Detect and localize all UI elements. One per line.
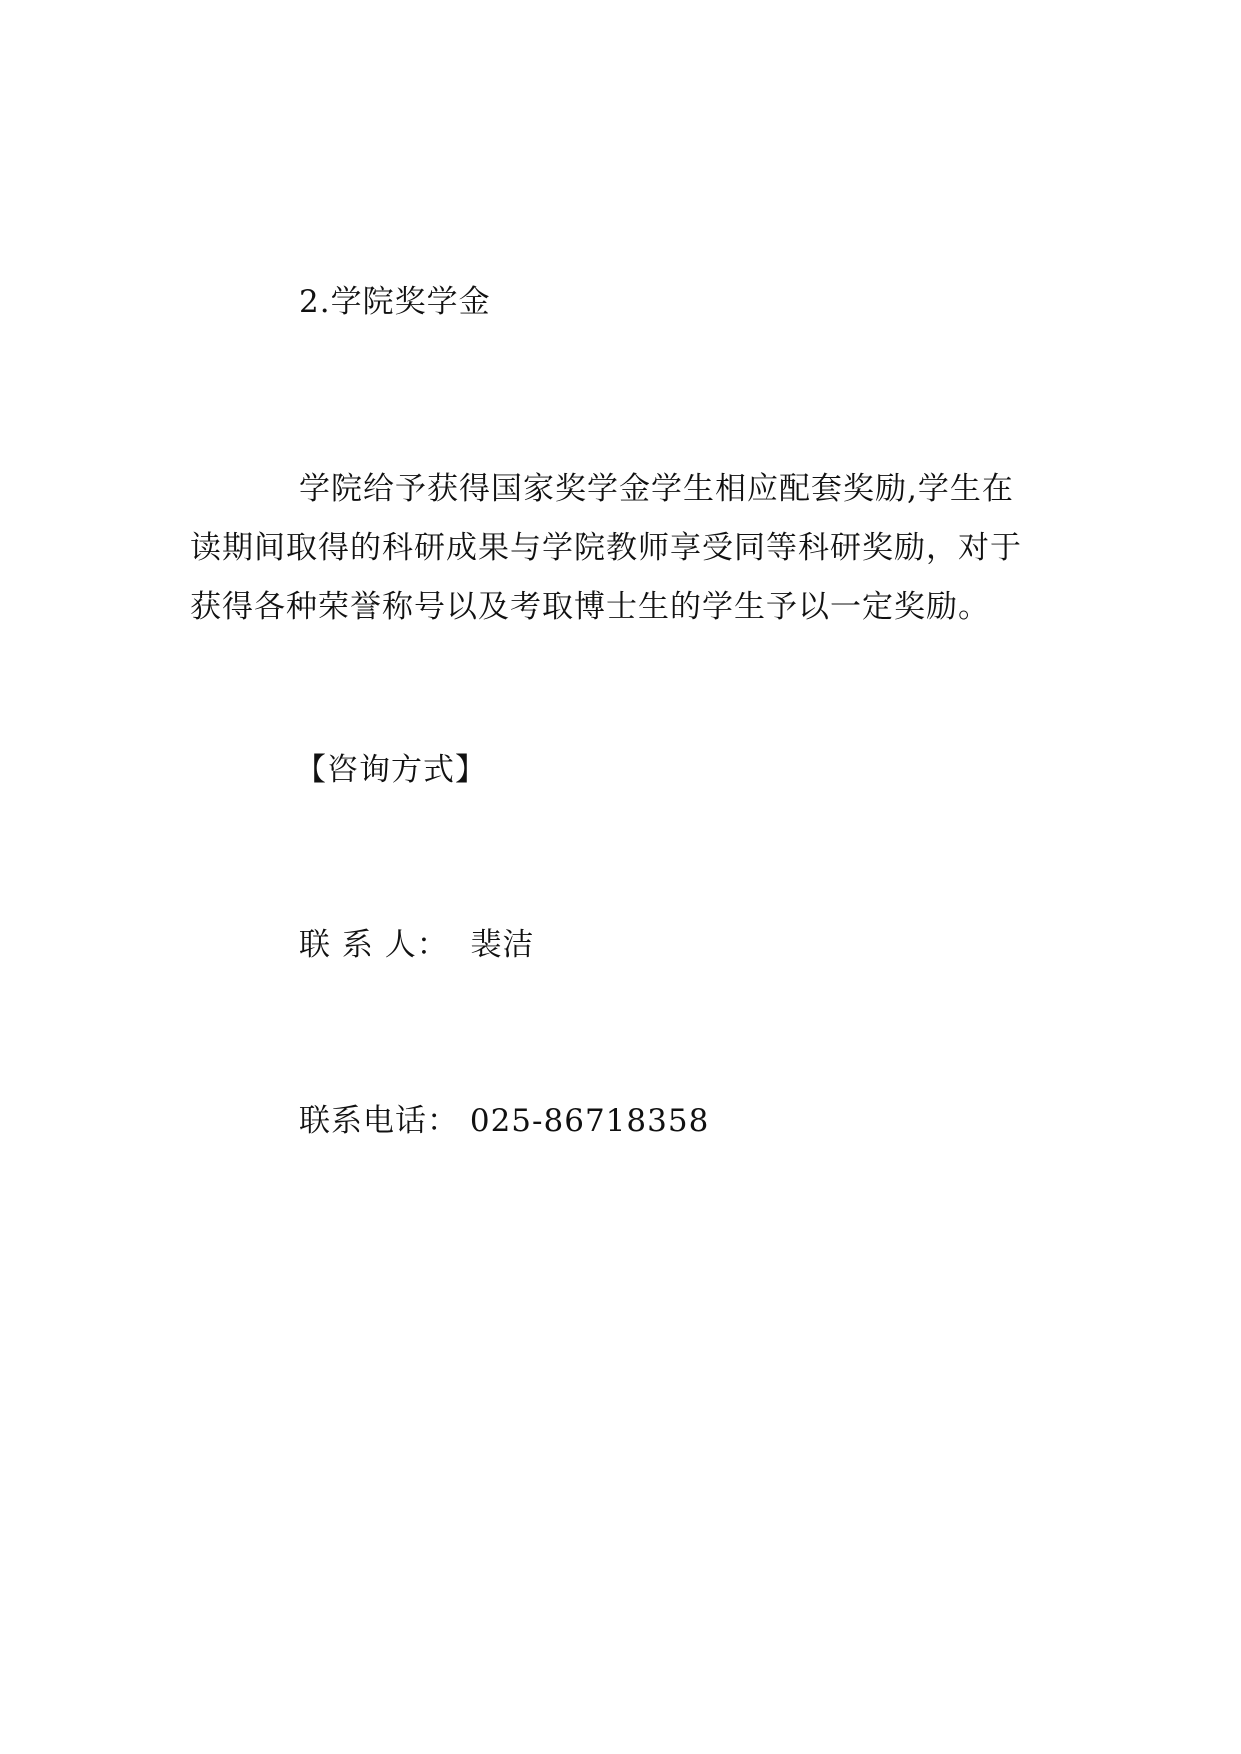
paragraph-line: 获得各种荣誉称号以及考取博士生的学生予以一定奖励。 xyxy=(190,589,990,625)
contact-person-label: 联 系 人： xyxy=(299,927,449,963)
contact-phone-number: 025-86718358 xyxy=(469,1103,710,1139)
contact-person-name: 裴洁 xyxy=(470,927,535,963)
scholarship-paragraph xyxy=(190,460,1060,637)
contact-phone-label: 联系电话： xyxy=(299,1103,459,1139)
paragraph-line: 学院给予获得国家奖学金学生相应配套奖励,学生在 xyxy=(299,471,1014,507)
consult-heading: 【咨询方式】 xyxy=(295,752,487,788)
contact-phone-row xyxy=(299,1103,710,1139)
contact-person-row xyxy=(299,927,535,963)
section-heading: 2.学院奖学金 xyxy=(299,284,491,320)
paragraph-line: 读期间取得的科研成果与学院教师享受同等科研奖励，对于 xyxy=(190,530,1022,566)
